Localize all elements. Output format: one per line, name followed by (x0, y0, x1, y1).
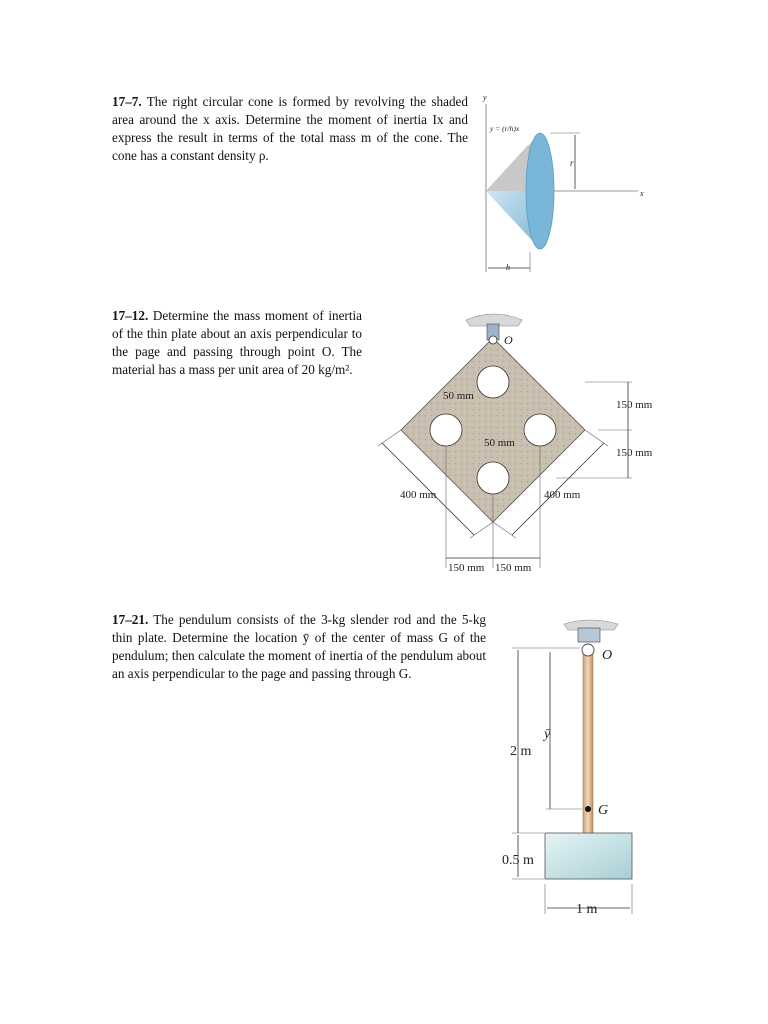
plate-width-label: 1 m (576, 902, 598, 917)
pivot-pin (582, 644, 594, 656)
hole-right (524, 414, 556, 446)
rod-length-label: 2 m (510, 744, 532, 759)
problem-17-21 (112, 611, 486, 683)
height-label: h (506, 263, 510, 272)
side-length-left: 400 mm (400, 489, 437, 501)
thin-plate (545, 833, 632, 879)
bottom-dim-label-1: 150 mm (448, 562, 485, 574)
vertical-dim-label-1: 150 mm (616, 399, 653, 411)
problem-17-12 (112, 307, 362, 379)
center-of-mass-dot (585, 806, 591, 812)
problem-text: Determine the mass moment of inertia of the thin plate about an axis perpendicular to the page and passing through point O. The material has a mass per unit area of 20 kg/m². (112, 308, 363, 377)
hole-diameter-label-1: 50 mm (443, 390, 474, 402)
point-o-label: O (504, 333, 513, 347)
problem-number: 17–21. (112, 612, 149, 627)
problem-number: 17–7. (112, 94, 142, 109)
hole-top (477, 366, 509, 398)
hole-diameter-label-2: 50 mm (484, 437, 515, 449)
y-axis-label: y (483, 93, 487, 102)
hole-left (430, 414, 462, 446)
pin-bracket (578, 628, 600, 642)
problem-text: The pendulum consists of the 3-kg slender rod and the 5-kg thin plate. Determine the location ȳ of the center of mass G of the pendulum; then calculate the moment of inertia of the pendulum about an axis perpendicular to the page and passing through G. (112, 612, 487, 681)
cone-figure (472, 90, 662, 280)
curve-equation: y = (r/h)x (490, 124, 520, 133)
problem-number: 17–12. (112, 308, 149, 323)
pendulum-figure (490, 612, 660, 922)
radius-label: r (570, 158, 574, 168)
pin (489, 336, 497, 344)
plate-figure (370, 306, 670, 581)
shaded-triangle (486, 145, 528, 191)
hole-bottom (477, 462, 509, 494)
ybar-label: ȳ (544, 727, 551, 742)
problem-text: The right circular cone is formed by revolving the shaded area around the x axis. Determine the moment of inertia Ix and express the result in terms of the total mass m of the cone. The cone has a constant density ρ. (112, 94, 468, 163)
bottom-dim-label-2: 150 mm (495, 562, 532, 574)
side-length-right: 400 mm (544, 489, 581, 501)
pivot-o-label: O (602, 648, 613, 663)
x-axis-label: x (640, 189, 644, 198)
problem-17-7 (112, 93, 468, 165)
plate-height-label: 0.5 m (502, 853, 534, 868)
vertical-dim-label-2: 150 mm (616, 447, 653, 459)
center-g-label: G (598, 803, 609, 818)
cone-base (526, 133, 554, 249)
